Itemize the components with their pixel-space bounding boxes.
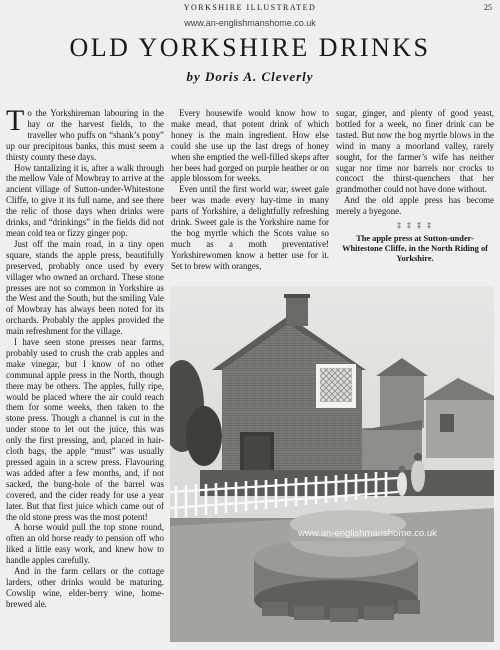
- watermark-url: www.an-englishmanshome.co.uk: [184, 18, 316, 28]
- magazine-name: YORKSHIRE ILLUSTRATED: [183, 3, 317, 12]
- text-column-1: [6, 104, 164, 610]
- article-byline: by Doris A. Cleverly: [186, 69, 314, 84]
- apple-press-photo: [170, 286, 494, 642]
- paragraph: o the Yorkshireman labouring in the hay or the harvest fields, to the traveller who puffs on “shank’s pony” up our precipitous banks, this must seem a thirsty county these days.: [6, 108, 164, 162]
- page-number: 25: [484, 3, 492, 12]
- drop-cap: T: [6, 104, 25, 137]
- text-column-3: [336, 108, 494, 264]
- photo-illustration: [170, 286, 494, 642]
- section-ornament: ‡ ‡ ‡ ‡: [397, 221, 433, 231]
- paragraph: Just off the main road, in a tiny open square, stands the apple press, beautifully preserved, probably once used by every villager who owned an orchard. These stone presses are not so common in Yorkshire as the West and the South, but the smiling Vale of Mowbray has always been noted for its orchards. Probably the apples provided the main refreshment for the village.: [6, 238, 164, 337]
- paragraph: Every housewife would know how to make mead, that potent drink of which honey is the main ingredient. How else could she use up the last dregs of honey when she emptied the well-filled skeps after her bees had gorged on purple heather or on apple blossom for weeks.: [171, 108, 329, 184]
- paragraph: A horse would pull the top stone round, often an old horse ready to pension off who liked a little easy work, and knew how to handle apples carefully.: [6, 522, 164, 566]
- paragraph: How tantalizing it is, after a walk through the mellow Vale of Mowbray to arrive at the ancient village of Sutton-under-Whitestone Cliffe, to give it its full name, and see there the relic of those days when drinks were drinks, and “drinkings” in the fields did not mean cold tea or fizzy ginger pop.: [6, 162, 164, 238]
- page-header: [0, 3, 500, 17]
- paragraph: sugar, ginger, and plenty of good yeast, bottled for a week, no finer drink can be tasted. But now the bog myrtle blows in the wind in many a moorland valley, rarely sought, for the farmer’s wife has neither sugar nor time nor barrels nor crocks to concoct the thirst-quenchers that her grandmother could not have done without.: [336, 108, 494, 195]
- paragraph: I have seen stone presses near farms, probably used to crush the crab apples and make vinegar, but I know of no other communal apple press in the North, though there may be others. The apples, fully ripe, would be placed where the air could reach them for some weeks, then taken to the stone press. Though a channel is cut in the under stone to let out the juice, this was only the first pressing, and, placed in hair-cloth bags, the apple “must” was usually pressed again in a screw press. Flavouring was added after a few months, and, if not sacked, the bung-hole of the barrel was covered, and the cider ready for use a year later. But that first juice which came out of the old stone press was the most potent!: [6, 337, 164, 522]
- text-column-2: [171, 108, 329, 272]
- photo-caption: The apple press at Sutton-under-Whitestone Cliffe, in the North Riding of Yorkshire.: [342, 233, 488, 263]
- paragraph: And the old apple press has become merely a byegone.: [336, 195, 494, 217]
- article-title: OLD YORKSHIRE DRINKS: [69, 33, 431, 62]
- paragraph: And in the farm cellars or the cottage larders, other drinks would be maturing. Cowslip wine, elder-berry wine, home-brewed ale.: [6, 566, 164, 609]
- paragraph: Even until the first world war, sweet gale beer was made every hay-time in many parts of Yorkshire, a delightfully refreshing drink. Sweet gale is the Yorkshire name for the bog myrtle which the Scots value so much as a moth preventative! Yorkshirewomen know a better use for it. Set to brew with oranges,: [171, 184, 329, 271]
- photo-watermark: www.an-englishmanshome.co.uk: [298, 528, 437, 539]
